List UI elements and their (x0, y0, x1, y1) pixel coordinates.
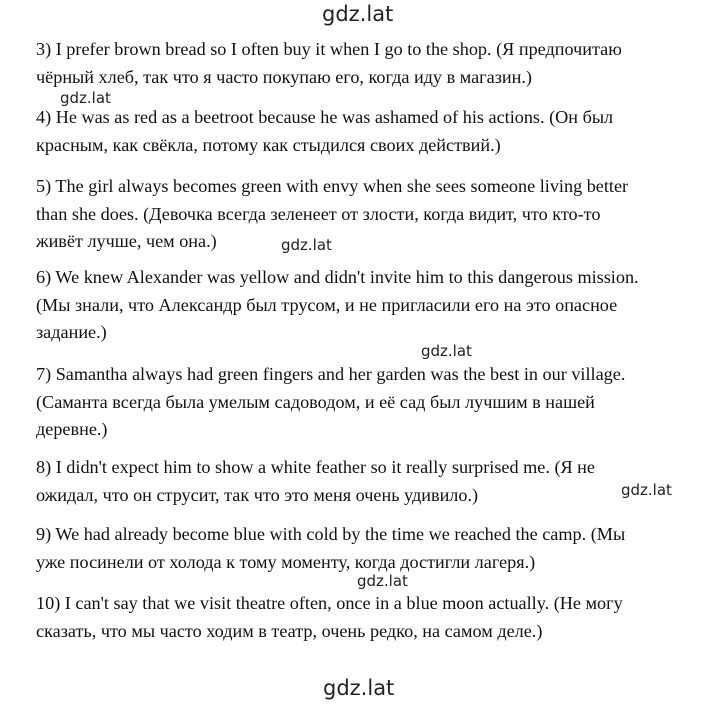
watermark-bottom: gdz.lat (323, 676, 395, 700)
entry-10 (36, 590, 706, 645)
entry-8 (36, 454, 706, 509)
entry-line: (Мы знали, что Александр был трусом, и не пригласили его на это опасное (36, 294, 618, 315)
entry-9 (36, 521, 706, 576)
entry-line: 9) We had already become blue with cold by the time we reached the camp. (Мы (36, 524, 626, 544)
entry-6 (36, 264, 706, 347)
entry-line: 7) Samantha always had green fingers and her garden was the best in our village. (36, 364, 626, 384)
entry-line: 4) He was as red as a beetroot because he was ashamed of his actions. (Он был (36, 107, 614, 127)
entry-line: ожидал, что он струсит, так что это меня очень удивило.) (36, 484, 479, 505)
entry-line: (Саманта всегда была умелым садоводом, и её сад был лучшим в нашей (36, 391, 595, 412)
entry-line: уже посинели от холода к тому моменту, когда достигли лагеря.) (36, 551, 536, 572)
watermark-inline: gdz.lat (421, 342, 472, 360)
watermark-inline: gdz.lat (357, 572, 408, 590)
entry-4 (36, 104, 706, 159)
entry-line: живёт лучше, чем она.) (36, 231, 217, 251)
watermark-inline: gdz.lat (621, 481, 672, 499)
entry-7 (36, 361, 706, 444)
watermark-inline: gdz.lat (281, 236, 332, 254)
entry-5 (36, 173, 706, 256)
entry-line: 3) I prefer brown bread so I often buy it when I go to the shop. (Я предпочитаю (36, 39, 622, 59)
entry-line: 10) I can't say that we visit theatre often, once in a blue moon actually. (Не могу (36, 593, 623, 613)
entry-line: 8) I didn't expect him to show a white feather so it really surprised me. (Я не (36, 457, 595, 477)
entry-line: 6) We knew Alexander was yellow and didn't invite him to this dangerous mission. (36, 267, 639, 287)
entry-line: сказать, что мы часто ходим в театр, очень редко, на самом деле.) (36, 620, 543, 641)
entry-3 (36, 36, 706, 91)
entry-line: деревне.) (36, 419, 108, 439)
entry-line: чёрный хлеб, так что я часто покупаю его, когда иду в магазин.) (36, 66, 532, 87)
entry-line: задание.) (36, 322, 107, 342)
watermark-top: gdz.lat (322, 2, 394, 26)
watermark-inline: gdz.lat (60, 89, 111, 107)
entry-line: than she does. (Девочка всегда зеленеет от злости, когда видит, что кто-то (36, 203, 601, 224)
entry-line: 5) The girl always becomes green with envy when she sees someone living better (36, 176, 629, 196)
entry-line: красным, как свёкла, потому как стыдился своих действий.) (36, 134, 501, 155)
